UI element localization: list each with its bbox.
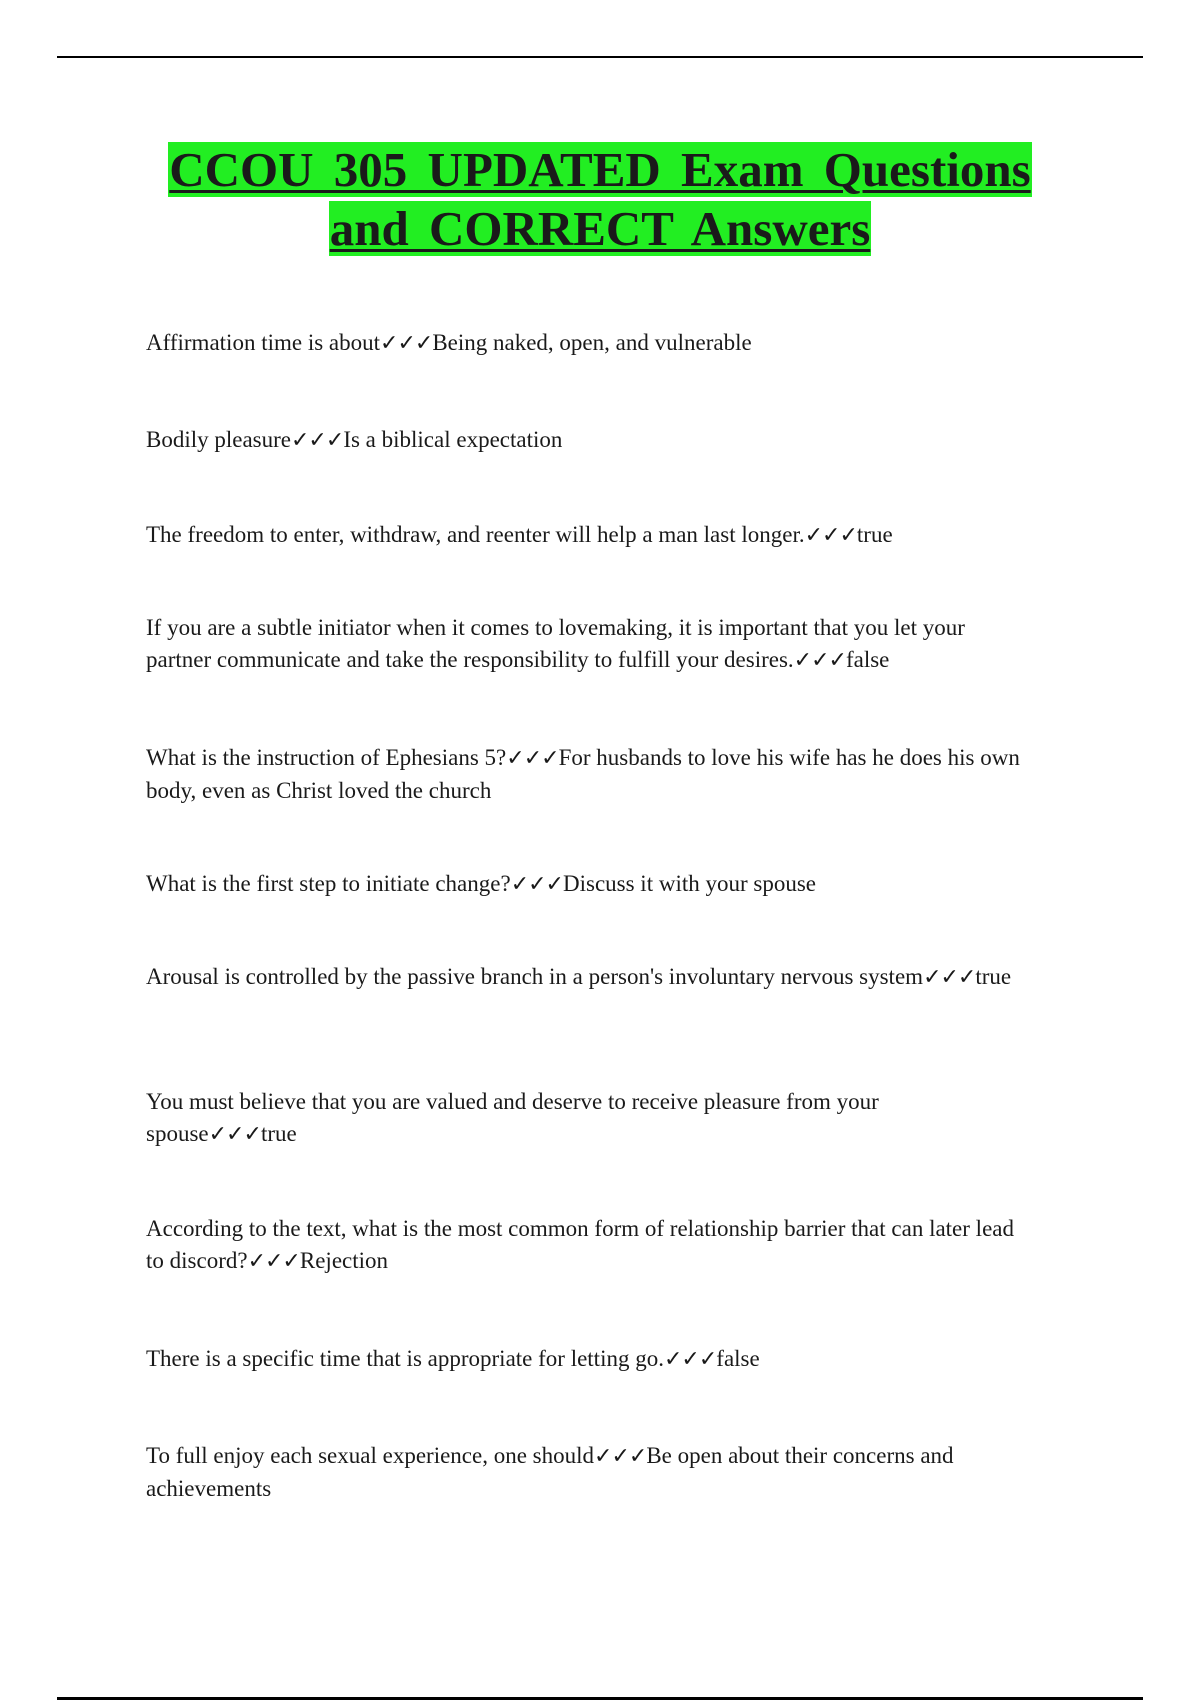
qa-item xyxy=(146,742,1026,807)
check-marks-icon: ✓✓✓ xyxy=(594,1444,647,1469)
question-text: There is a specific time that is appropriate for letting go. xyxy=(146,1346,664,1371)
answer-text: Being naked, open, and vulnerable xyxy=(432,330,752,355)
qa-item xyxy=(146,1213,1026,1278)
question-text: According to the text, what is the most common form of relationship barrier that can later lead to discord? xyxy=(146,1216,1014,1273)
answer-text: true xyxy=(260,1121,297,1146)
question-text: To full enjoy each sexual experience, one should xyxy=(146,1443,595,1468)
question-text: What is the instruction of Ephesians 5? xyxy=(146,745,507,770)
question-text: Arousal is controlled by the passive branch in a person's involuntary nervous system xyxy=(146,964,924,989)
check-marks-icon: ✓✓✓ xyxy=(506,746,559,771)
top-rule xyxy=(57,56,1143,58)
qa-item xyxy=(146,327,1026,360)
check-marks-icon: ✓✓✓ xyxy=(380,331,433,356)
answer-text: true xyxy=(856,522,893,547)
answer-text: false xyxy=(716,1346,760,1371)
qa-item xyxy=(146,612,1026,677)
qa-item xyxy=(146,519,1026,552)
answer-text: Is a biblical expectation xyxy=(343,427,563,452)
question-text: What is the first step to initiate change? xyxy=(146,871,511,896)
check-marks-icon: ✓✓✓ xyxy=(291,428,344,453)
check-marks-icon: ✓✓✓ xyxy=(804,523,857,548)
question-text: You must believe that you are valued and deserve to receive pleasure from your spouse xyxy=(146,1089,879,1146)
answer-text: true xyxy=(975,964,1012,989)
check-marks-icon: ✓✓✓ xyxy=(923,965,976,990)
title-line-2: and CORRECT Answers xyxy=(329,201,871,256)
qa-item xyxy=(146,961,1026,994)
document-title xyxy=(145,140,1055,258)
check-marks-icon: ✓✓✓ xyxy=(247,1249,300,1274)
qa-item xyxy=(146,424,1026,457)
question-text: The freedom to enter, withdraw, and reenter will help a man last longer. xyxy=(146,522,805,547)
title-line-1: CCOU 305 UPDATED Exam Questions xyxy=(169,142,1031,197)
answer-text: For husbands to love his wife has he does his own body, even as Christ loved the church xyxy=(146,745,1020,803)
check-marks-icon: ✓✓✓ xyxy=(793,648,846,673)
answer-text: Discuss it with your spouse xyxy=(563,871,816,896)
qa-item xyxy=(146,1086,1026,1151)
answer-text: Be open about their concerns and achievements xyxy=(146,1443,954,1501)
qa-item xyxy=(146,1440,1026,1505)
qa-item xyxy=(146,1343,1026,1376)
check-marks-icon: ✓✓✓ xyxy=(208,1122,261,1147)
answer-text: Rejection xyxy=(299,1248,389,1273)
answer-text: false xyxy=(845,647,890,672)
question-text: Bodily pleasure xyxy=(146,427,291,452)
check-marks-icon: ✓✓✓ xyxy=(663,1347,717,1372)
question-text: If you are a subtle initiator when it comes to lovemaking, it is important that you let your partner communicate and take the responsibility to fulfill your desires. xyxy=(146,615,965,672)
qa-item xyxy=(146,868,1026,901)
question-text: Affirmation time is about xyxy=(146,330,381,355)
check-marks-icon: ✓✓✓ xyxy=(510,872,563,897)
